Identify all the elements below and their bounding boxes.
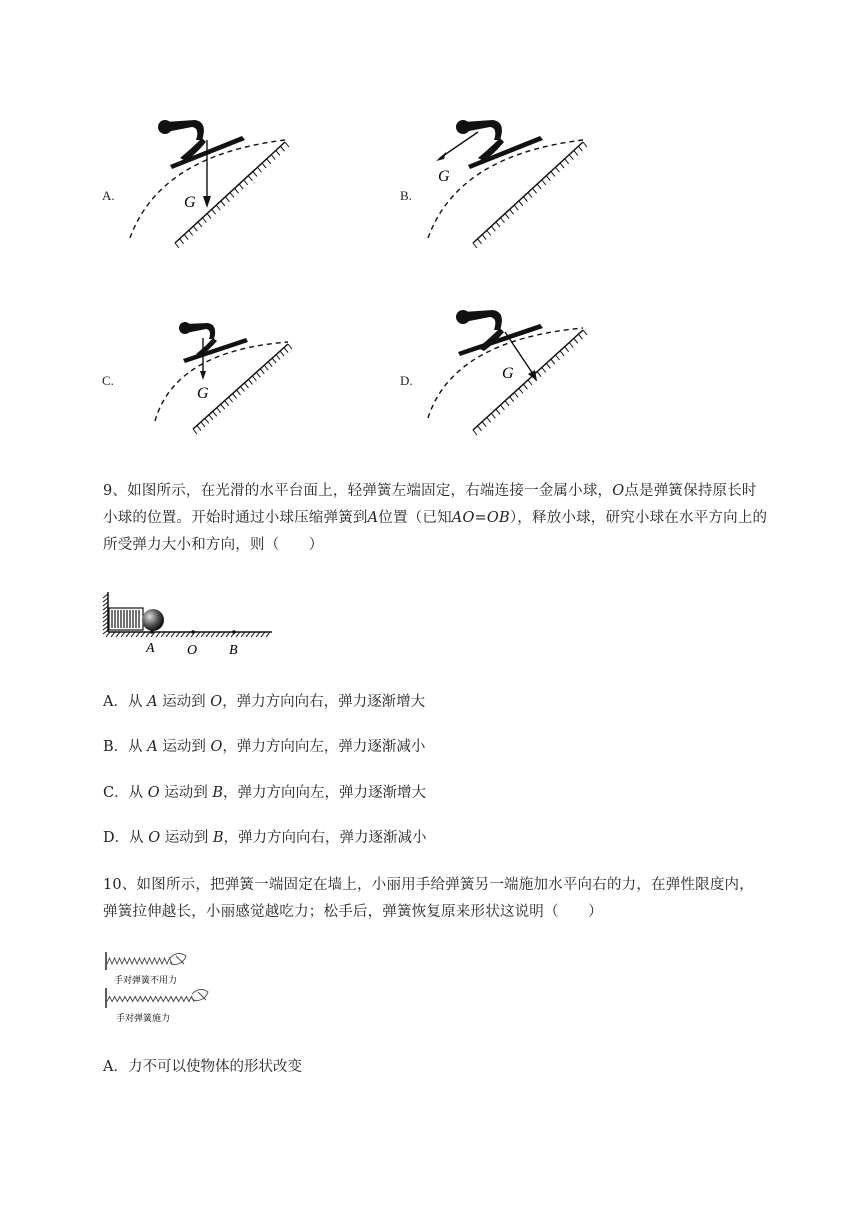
force-label-g: G: [502, 365, 514, 382]
force-label-g: G: [438, 168, 450, 185]
label-b: B: [229, 643, 238, 658]
stretched-spring: [107, 997, 194, 1002]
compressed-spring: [109, 608, 143, 630]
trajectory-dashed: [155, 342, 288, 421]
skier-silhouette: [158, 120, 245, 169]
option-label: A.: [102, 188, 115, 203]
q9-choice-d[interactable]: D．从 O 运动到 B，弹力方向向右，弹力逐渐减小: [103, 830, 427, 846]
hand-icon: [192, 989, 208, 1000]
point-b: [232, 630, 236, 634]
point-a: [150, 630, 154, 634]
q10-choice-a[interactable]: A．力不可以使物体的形状改变: [103, 1059, 302, 1075]
skier-figure-b: [418, 110, 598, 250]
q9-choice-b[interactable]: B．从 A 运动到 O，弹力方向向左，弹力逐渐减小: [103, 739, 426, 755]
skier-silhouette: [456, 120, 543, 169]
option-label: C.: [102, 373, 114, 388]
force-label-g: G: [184, 194, 196, 211]
q9-choice-a[interactable]: A．从 A 运动到 O，弹力方向向右，弹力逐渐增大: [103, 694, 426, 710]
gravity-arrow: [440, 132, 478, 158]
label-with-force: 手对弹簧施力: [116, 1014, 171, 1024]
force-label-g: G: [197, 385, 209, 402]
label-no-force: 手对弹簧不用力: [114, 976, 178, 986]
q9-choice-c[interactable]: C．从 O 运动到 B，弹力方向向左，弹力逐渐增大: [103, 785, 426, 801]
skier-silhouette: [179, 322, 248, 363]
skier-figure-a: [120, 110, 300, 250]
label-o: O: [187, 643, 198, 658]
skier-silhouette: [456, 310, 543, 356]
skier-figure-d: [418, 300, 598, 440]
q10-stem: 10、如图所示，把弹簧一端固定在墙上，小丽用手给弹簧另一端施加水平向右的力，在弹性限度内， 弹簧拉伸越长，小丽感觉越吃力；松手后，弹簧恢复原来形状这说明（ ）: [103, 877, 754, 920]
spring-hand-figure: [100, 948, 230, 1024]
hand-icon: [170, 953, 186, 964]
label-a: A: [146, 641, 155, 656]
metal-ball: [142, 609, 164, 631]
spring-ball-figure: [100, 588, 280, 660]
point-o: [191, 630, 195, 634]
q9-stem: 9、如图所示，在光滑的水平台面上，轻弹簧左端固定，右端连接一金属小球，O点是弹簧保持原长时 小球的位置。开始时通过小球压缩弹簧到A位置（已知AO=OB），释放小球，研究小球在水平方向上的 所受弹力大小和方向，则（ ）: [103, 483, 768, 553]
option-label: B.: [400, 188, 412, 203]
option-label: D.: [400, 373, 413, 388]
relaxed-spring: [107, 958, 172, 964]
skier-figure-c: [150, 316, 300, 436]
